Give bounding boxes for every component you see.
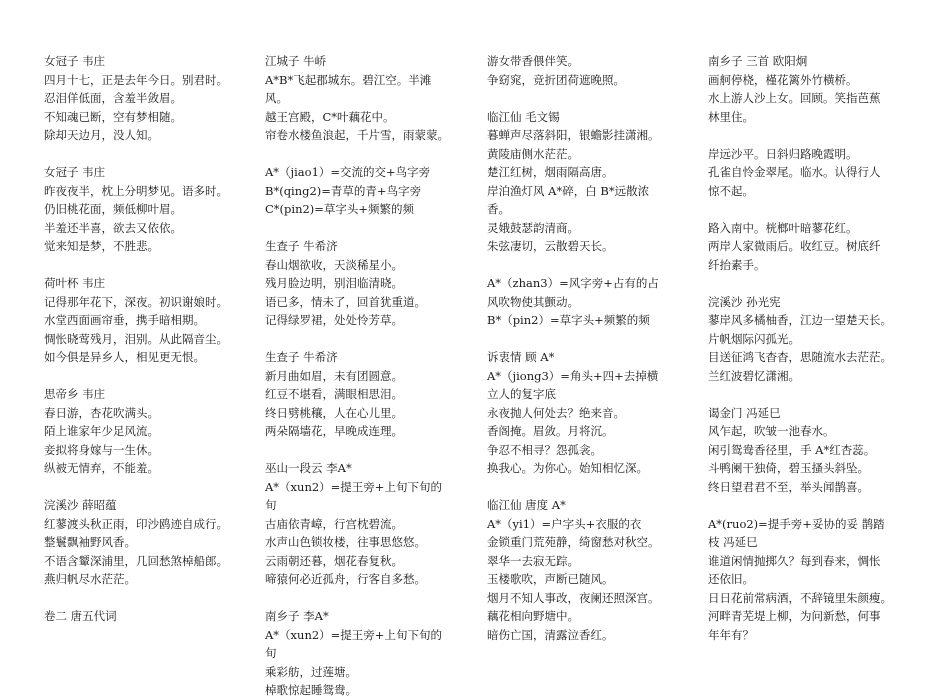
text-line: 香阁掩。眉敛。月将沉。 <box>487 424 614 438</box>
text-line: 江城子 牛峤 <box>265 54 327 68</box>
text-line: 岸泊渔灯风 A*碎，白 B*远散浓香。 <box>487 183 650 216</box>
text-line: 红豆不堪看，满眼相思泪。 <box>265 387 403 401</box>
text-line: 荷叶杯 韦庄 <box>44 276 106 290</box>
text-line: A*（zhan3）=风字旁+占有的占 <box>487 276 659 290</box>
text-line: 古庙依青嶂，行宫枕碧流。 <box>265 516 403 531</box>
text-line: 如今俱是异乡人，相见更无恨。 <box>44 350 205 364</box>
text-line: 新月曲如眉，未有团圆意。 <box>265 368 403 383</box>
text-line: 云雨朝还暮，烟花春复秋。 <box>265 553 403 568</box>
text-line: 不知魂已断，空有梦相随。 <box>44 109 182 124</box>
column-1 <box>44 52 228 626</box>
text-line: 暮蝉声尽落斜阳，银蟾影挂潇湘。 <box>487 128 660 142</box>
blank-line <box>44 145 224 164</box>
text-line: 换我心。为你心。始知相忆深。 <box>487 461 648 475</box>
text-line: 闲引鸳鸯香径里，手 A*红杏蕊。 <box>708 442 876 457</box>
text-line: 永夜抛人何处去？绝来音。 <box>487 405 625 420</box>
blank-line <box>265 330 445 349</box>
text-line: 岸远沙平。日斜归路晚霞明。 <box>708 146 858 161</box>
text-line: 水上游人沙上女。回顾。笑指芭蕉林里住。 <box>708 91 881 124</box>
text-line: 楚江红树，烟雨隔高唐。 <box>487 165 614 179</box>
text-line: 终日劈桃穰，人在心儿里。 <box>265 405 403 420</box>
text-line: B*(qing2)=青草的青+鸟字旁 <box>265 183 422 198</box>
text-line: 半羞还半喜，欲去又依依。 <box>44 220 182 235</box>
text-line: 浣溪沙 孙光宪 <box>708 294 781 309</box>
text-line: 越王宫殿，C*叶藕花中。 <box>265 109 395 124</box>
text-line: 女冠子 韦庄 <box>44 54 106 68</box>
text-line: 蓼岸风多橘柚香，江边一望楚天长。 <box>708 313 892 327</box>
text-line: 临江仙 唐度 A* <box>487 498 566 512</box>
text-line: 路入南中。桄榔叶暗蓼花红。 <box>708 220 858 235</box>
blank-line <box>708 385 888 404</box>
text-line: 风乍起，吹皱一池春水。 <box>708 424 835 438</box>
blank-line <box>44 589 224 608</box>
text-line: 两朵隔墙花，早晚成连理。 <box>265 424 403 438</box>
text-line: 日日花前常病酒，不辞镜里朱颜瘦。 <box>708 590 892 605</box>
text-line: A*（yi1）=户字头+衣服的衣 <box>487 516 642 531</box>
text-line: 翠华一去寂无踪。 <box>487 553 579 568</box>
text-line: 陌上谁家年少足风流。 <box>44 424 159 438</box>
text-line: 帘卷水楼鱼浪起，千片雪，雨蒙蒙。 <box>265 128 449 142</box>
text-line: 兰红波碧忆潇湘。 <box>708 368 800 383</box>
text-line: 记得绿罗裙，处处怜芳草。 <box>265 313 403 327</box>
text-line: 水堂西面画帘垂，携手暗相期。 <box>44 313 205 327</box>
text-line: 昨夜夜半，枕上分明梦见。语多时。 <box>44 183 228 198</box>
text-line: A*（xun2）=提王旁+上旬下旬的旬 <box>265 627 442 660</box>
text-line: 南乡子 李A* <box>265 609 329 623</box>
column-2 <box>265 52 449 700</box>
text-line: 金锁重门荒苑静，绮窗愁对秋空。 <box>487 535 660 549</box>
text-line: 啼猿何必近孤舟，行客自多愁。 <box>265 572 426 586</box>
text-line: 生查子 牛希济 <box>265 350 338 364</box>
text-line: 忍泪佯低面，含羞半敛眉。 <box>44 91 182 105</box>
text-line: 南乡子 三首 欧阳炯 <box>708 54 808 68</box>
text-line: 谁道闲情抛掷久？每到春来，惆怅还依旧。 <box>708 553 881 586</box>
text-line: 两岸人家微雨后。收红豆。树底纤纤抬素手。 <box>708 239 881 272</box>
text-line: 卷二 唐五代词 <box>44 609 117 623</box>
blank-line <box>708 126 888 145</box>
blank-line <box>708 274 888 293</box>
blank-line <box>44 367 224 386</box>
text-line: 终日望君君不至，举头闻鹊喜。 <box>708 479 869 494</box>
text-line: 目送征鸿飞杳杳，思随流水去茫茫。 <box>708 350 892 364</box>
text-line: A*（xun2）=提王旁+上旬下旬的旬 <box>265 479 442 512</box>
text-line: 记得那年花下，深夜。初识谢娘时。 <box>44 294 228 309</box>
text-line: 河畔青芜堤上柳，为问新愁，何事年年有？ <box>708 609 881 642</box>
blank-line <box>265 219 445 238</box>
blank-line <box>44 478 224 497</box>
blank-line <box>265 441 445 460</box>
column-4 <box>708 52 892 644</box>
text-line: 觉来知是梦，不胜悲。 <box>44 239 159 253</box>
blank-line <box>708 496 888 515</box>
text-line: 片帆烟际闪孤光。 <box>708 331 800 346</box>
text-line: A*(ruo2)=提手旁+妥协的妥 鹊踏枝 冯延巳 <box>708 516 885 549</box>
text-line: 妾拟将身嫁与一生休。 <box>44 442 159 457</box>
text-line: 春山烟欲收，天淡稀星小。 <box>265 257 403 272</box>
text-line: 不语含颦深浦里，几回愁煞棹船郎。 <box>44 553 228 568</box>
text-line: 浣溪沙 薛昭蕴 <box>44 498 117 512</box>
text-line: 玉楼歌吹，声断已随风。 <box>487 572 614 586</box>
text-line: 四月十七，正是去年今日。别君时。 <box>44 72 228 87</box>
text-line: 思帝乡 韦庄 <box>44 387 106 401</box>
text-line: 游女带香偎伴笑。 <box>487 54 579 68</box>
text-line: C*(pin2)=草字头+频繁的频 <box>265 202 415 216</box>
text-line: A*（jiong3）=角头+四+去掉横立人的复字底 <box>487 368 659 401</box>
text-line: 春日游，杏花吹满头。 <box>44 405 159 420</box>
blank-line <box>487 256 667 275</box>
text-line: 藕花相向野塘中。 <box>487 609 579 623</box>
blank-line <box>708 200 888 219</box>
text-line: 争忍不相寻？怨孤衾。 <box>487 442 602 457</box>
blank-line <box>487 330 667 349</box>
text-line: 烟月不知人事改，夜阑还照深宫。 <box>487 590 660 605</box>
text-line: 黄陵庙侧水茫茫。 <box>487 146 579 161</box>
text-line: 残月脸边明，别泪临清晓。 <box>265 276 403 290</box>
text-line: B*（pin2）=草字头+频繁的频 <box>487 313 650 327</box>
blank-line <box>44 256 224 275</box>
text-line: 红蓼渡头秋正雨，印沙鸥迹自成行。 <box>44 516 228 531</box>
text-line: 惆怅晓莺残月，泪别。从此隔音尘。 <box>44 331 228 346</box>
text-line: 画舸停桡，槿花篱外竹横桥。 <box>708 72 858 87</box>
text-line: 暗伤亡国，清露泣香红。 <box>487 627 614 642</box>
text-line: A*B*飞起郡城东。碧江空。半滩风。 <box>265 72 432 105</box>
text-line: 燕归帆尽水茫茫。 <box>44 572 136 586</box>
blank-line <box>487 478 667 497</box>
text-line: 临江仙 毛文锡 <box>487 109 560 124</box>
blank-line <box>265 145 445 164</box>
text-line: 争窈窕，竞折团荷遮晚照。 <box>487 72 625 87</box>
text-line: 除却天边月，没人知。 <box>44 128 159 142</box>
text-line: 风吹物使其颤动。 <box>487 294 579 309</box>
text-line: 朱弦凄切，云散碧天长。 <box>487 239 614 253</box>
text-line: 乘彩舫，过莲塘。 <box>265 664 357 679</box>
text-line: 女冠子 韦庄 <box>44 165 106 179</box>
text-line: 水声山色锁妆楼，往事思悠悠。 <box>265 535 426 549</box>
blank-line <box>487 89 667 108</box>
text-line: 生查子 牛希济 <box>265 239 338 253</box>
text-line: 灵娥鼓瑟韵清商。 <box>487 220 579 235</box>
text-line: 谒金门 冯延巳 <box>708 405 781 420</box>
column-3 <box>487 52 667 644</box>
text-line: 仍旧桃花面，频低柳叶眉。 <box>44 202 182 216</box>
text-line: A*（jiao1）=交流的交+鸟字旁 <box>265 165 431 179</box>
text-line: 孔雀自怜金翠尾。临水。认得行人惊不起。 <box>708 165 881 198</box>
text-line: 巫山一段云 李A* <box>265 461 352 475</box>
text-line: 纵被无情弃，不能羞。 <box>44 461 159 475</box>
text-line: 斗鸭阑干独倚，碧玉搔头斜坠。 <box>708 461 869 475</box>
text-line: 棹歌惊起睡鸳鸯。 <box>265 683 357 697</box>
text-line: 语已多，情未了，回首犹重道。 <box>265 294 426 309</box>
blank-line <box>265 589 445 608</box>
text-line: 诉衷情 顾 A* <box>487 350 555 364</box>
text-line: 整鬟飘袖野风香。 <box>44 535 136 549</box>
